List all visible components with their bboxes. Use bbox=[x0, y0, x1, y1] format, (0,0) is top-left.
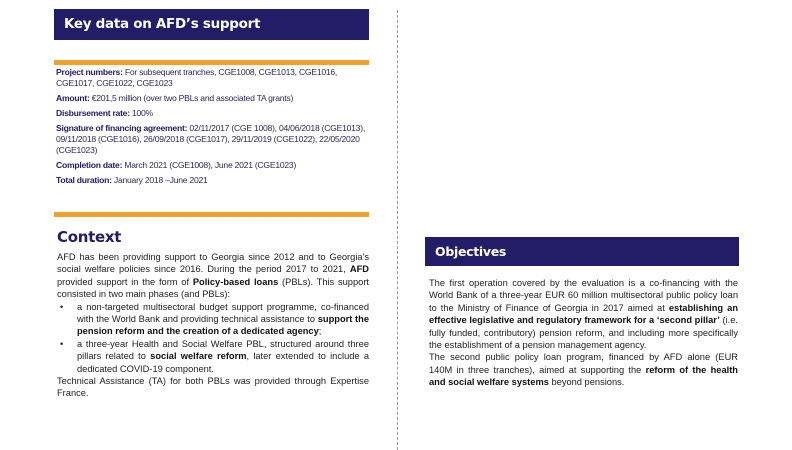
key-data-header bbox=[54, 9, 369, 40]
key-data-label: Signature of financing agreement: bbox=[56, 123, 188, 133]
context-bullet-list bbox=[57, 301, 369, 375]
context-heading: Context bbox=[57, 228, 122, 246]
bold-run: Policy-based loans bbox=[192, 276, 279, 287]
bullet-icon: • bbox=[60, 301, 64, 312]
key-data-item-completion-date bbox=[56, 160, 371, 171]
context-bullet-item bbox=[57, 338, 369, 375]
text-run: AFD has been providing support to Georgia since 2012 and to Georgia's social welfare policies since 2016. During the period 2017 to 2021, bbox=[57, 252, 369, 275]
key-data-label: Amount: bbox=[56, 93, 90, 103]
bold-run: reform of the health and social welfare systems bbox=[429, 364, 738, 388]
context-body bbox=[57, 251, 369, 400]
accent-bar-top bbox=[54, 60, 369, 65]
key-data-value: €201,5 million (over two PBLs and associated TA grants) bbox=[89, 93, 294, 103]
context-closing: Technical Assistance (TA) for both PBLs was provided through Expertise France. bbox=[57, 376, 369, 399]
text-run: a non-targeted multisectoral budget support programme, co-financed with the World Bank and providing technical assistance to bbox=[77, 301, 369, 325]
bold-run: establishing an effective legislative and regulatory framework for a ‘second pillar’ bbox=[429, 302, 738, 326]
column-divider bbox=[397, 10, 398, 450]
key-data-value: For subsequent tranches, CGE1008, CGE1013, CGE1016, CGE1017, CGE1022, CGE1023 bbox=[56, 67, 338, 88]
text-run: The second public policy loan program, financed by AFD alone (EUR 140M in three tranches), aimed at supporting the bbox=[429, 352, 738, 375]
key-data-item-disbursement-rate bbox=[56, 108, 371, 119]
key-data-list bbox=[56, 67, 371, 190]
key-data-item-amount bbox=[56, 93, 371, 104]
text-run: The first operation covered by the evaluation is a co-financing with the World Bank of a three-year EUR 60 million multisectoral public policy loan to the Ministry of Finance of Georgia in 2017 aimed at bbox=[429, 278, 738, 313]
objectives-header bbox=[425, 237, 739, 266]
key-data-value: March 2021 (CGE1008), June 2021 (CGE1023) bbox=[122, 160, 297, 170]
text-run: (PBLs). This support consisted in two main phases (and PBLs): bbox=[57, 276, 369, 300]
text-run: provided support in the form of bbox=[57, 276, 193, 287]
bold-run: social welfare reform bbox=[150, 351, 247, 362]
text-run: beyond pensions. bbox=[548, 377, 625, 388]
context-bullet-item bbox=[57, 301, 369, 338]
key-data-label: Total duration: bbox=[56, 175, 112, 185]
text-run: , later extended to include a dedicated COVID-19 component. bbox=[77, 351, 369, 374]
key-data-label: Project numbers: bbox=[56, 67, 123, 77]
key-data-title: Key data on AFD’s support bbox=[64, 16, 261, 32]
bold-run: AFD bbox=[349, 264, 369, 275]
objectives-paragraph-2 bbox=[429, 351, 738, 388]
key-data-item-project-numbers bbox=[56, 67, 371, 89]
key-data-value: 100% bbox=[129, 108, 153, 118]
text-run: ; bbox=[318, 326, 322, 337]
key-data-item-total-duration bbox=[56, 175, 371, 186]
bullet-icon: • bbox=[60, 338, 64, 349]
text-run: a three-year Health and Social Welfare PBL, structured around three pillars related to bbox=[77, 338, 369, 362]
key-data-label: Disbursement rate: bbox=[56, 108, 130, 118]
key-data-item-signature bbox=[56, 123, 371, 156]
text-run: (i.e. fully funded, contributory) pension reform, and including more specifically the establishment of a pension management agency. bbox=[429, 315, 738, 351]
objectives-body bbox=[429, 277, 738, 389]
objectives-title: Objectives bbox=[435, 244, 507, 259]
key-data-value: January 2018 –June 2021 bbox=[111, 175, 208, 185]
bold-run: support the pension reform and the creation of a dedicated agency bbox=[77, 314, 369, 337]
key-data-label: Completion date: bbox=[56, 160, 123, 170]
objectives-paragraph-1 bbox=[429, 277, 738, 351]
accent-bar-bottom bbox=[54, 212, 369, 217]
context-intro bbox=[57, 251, 369, 301]
key-data-value: 02/11/2017 (CGE 1008), 04/06/2018 (CGE1013), 09/11/2018 (CGE1016), 26/09/2018 (CGE1017), 29/11/2019 (CGE1022), 22/05/2020 (CGE1023) bbox=[56, 123, 365, 155]
